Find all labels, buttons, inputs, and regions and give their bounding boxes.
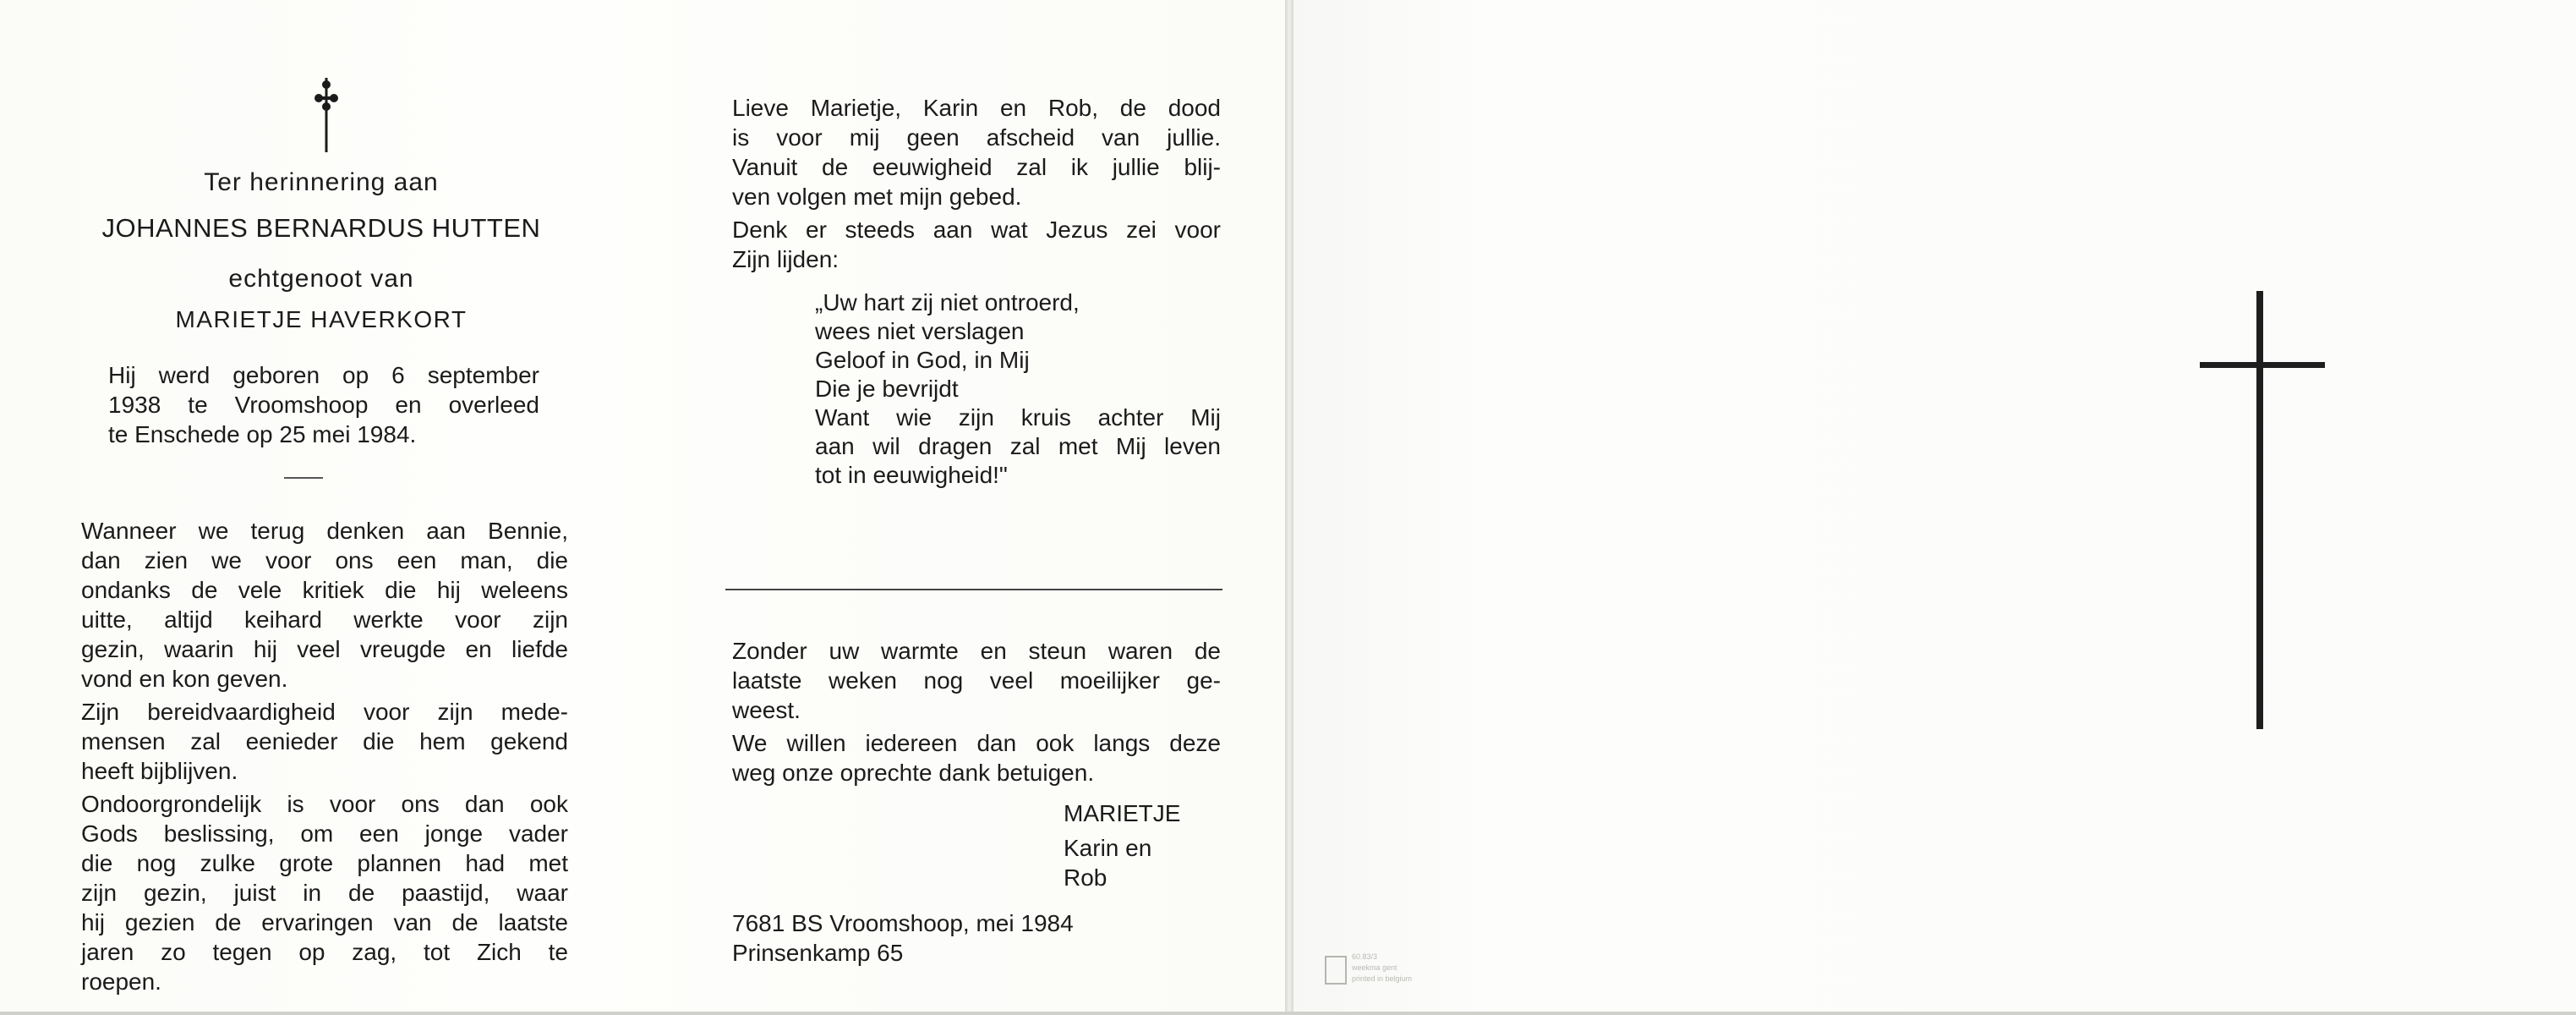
text-line: Zonder uw warmte en steun waren de: [732, 638, 1221, 664]
text-line: roepen.: [81, 968, 161, 995]
text-line: dan zien we voor ons een man, die: [81, 547, 568, 573]
text-line: Zijn bereidvaardigheid voor zijn mede-: [81, 699, 568, 725]
quote-line: wees niet verslagen: [815, 318, 1025, 344]
text-line: ven volgen met mijn gebed.: [732, 184, 1022, 210]
latin-cross-icon: [2256, 291, 2263, 729]
outer-card-cover: [1293, 0, 2576, 1012]
text-line: 1938 te Vroomshoop en overleed: [108, 392, 539, 418]
text-line: Hij werd geboren op 6 september: [108, 362, 539, 388]
text-line: gezin, waarin hij veel vreugde en liefde: [81, 636, 568, 662]
text-line: weg onze oprechte dank betuigen.: [732, 760, 1095, 786]
quote-line: Geloof in God, in Mij: [815, 347, 1030, 373]
intro-text: Ter herinnering aan: [204, 168, 439, 196]
quote-line: aan wil dragen zal met Mij leven: [815, 433, 1221, 459]
signature-line: Rob: [1064, 864, 1108, 891]
latin-cross-icon-bar: [2200, 362, 2325, 368]
printer-mark-line: printed in belgium: [1352, 974, 1413, 983]
signature-line: MARIETJE: [1064, 800, 1181, 826]
text-line: laatste weken nog veel moeilijker ge-: [732, 667, 1221, 694]
text-line: die nog zulke grote plannen had met: [81, 850, 568, 876]
relation-text: echtgenoot van: [228, 265, 414, 293]
text-line: Zijn lijden:: [732, 246, 840, 272]
text-line: Gods beslissing, om een jonge vader: [81, 820, 568, 847]
text-line: ondanks de vele kritiek die hij weleens: [81, 577, 568, 603]
text-line: Lieve Marietje, Karin en Rob, de dood: [732, 95, 1221, 121]
divider: [725, 589, 1222, 590]
signature-line: Karin en: [1064, 835, 1152, 861]
quote-line: tot in eeuwigheid!": [815, 462, 1008, 488]
text-line: te Enschede op 25 mei 1984.: [108, 421, 417, 447]
text-line: Ondoorgrondelijk is voor ons dan ook: [81, 791, 568, 817]
text-line: is voor mij geen afscheid van jullie.: [732, 124, 1221, 151]
text-line: Denk er steeds aan wat Jezus zei voor: [732, 217, 1221, 243]
address-line: 7681 BS Vroomshoop, mei 1984: [732, 910, 1074, 936]
text-line: Vanuit de eeuwigheid zal ik jullie blij-: [732, 154, 1221, 180]
quote-line: „Uw hart zij niet ontroerd,: [815, 289, 1080, 315]
divider: [284, 477, 323, 479]
ornate-cross-icon: [309, 78, 343, 154]
card-fold: [1285, 0, 1293, 1015]
text-line: heeft bijblijven.: [81, 758, 238, 784]
printer-mark-line: weekma gent: [1352, 963, 1397, 972]
text-line: jaren zo tegen op zag, tot Zich te: [81, 939, 568, 965]
text-line: zijn gezin, juist in de paastijd, waar: [81, 880, 568, 906]
printer-mark: [1325, 949, 1443, 991]
quote-line: Want wie zijn kruis achter Mij: [815, 404, 1221, 431]
text-line: hij gezien de ervaringen van de laatste: [81, 909, 568, 935]
printer-mark-line: 60.83/3: [1352, 952, 1378, 961]
text-line: vond en kon geven.: [81, 666, 288, 692]
printer-logo-icon: [1325, 956, 1347, 985]
text-line: mensen zal eenieder die hem gekend: [81, 728, 568, 754]
deceased-name: JOHANNES BERNARDUS HUTTEN: [101, 213, 541, 243]
text-line: uitte, altijd keihard werkte voor zijn: [81, 606, 568, 633]
card-bottom-edge: [0, 1012, 2576, 1015]
text-line: Wanneer we terug denken aan Bennie,: [81, 518, 568, 544]
address-line: Prinsenkamp 65: [732, 940, 904, 966]
text-line: weest.: [732, 697, 801, 723]
text-line: We willen iedereen dan ook langs deze: [732, 730, 1221, 756]
spouse-name: MARIETJE HAVERKORT: [175, 306, 468, 332]
quote-line: Die je bevrijdt: [815, 376, 959, 402]
